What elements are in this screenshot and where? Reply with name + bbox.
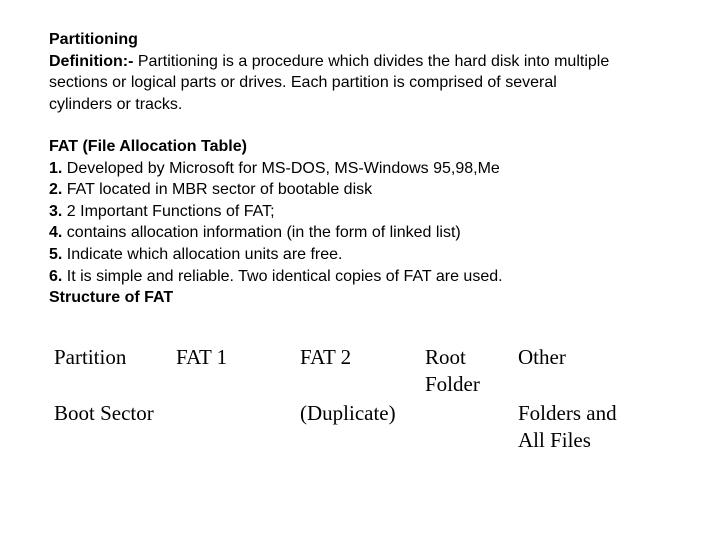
fat-item-4 <box>49 222 699 244</box>
fat-item-number: 4. <box>49 224 63 242</box>
structure-fat2-label: FAT 2 <box>300 345 352 369</box>
definition-label: Definition:- <box>49 52 134 70</box>
fat-item-number: 6. <box>49 267 63 285</box>
fat-item-6 <box>49 266 699 288</box>
fat-item-2 <box>49 179 699 201</box>
fat-item-1 <box>49 158 699 180</box>
definition-line-1 <box>49 51 699 73</box>
fat-item-text: contains allocation information (in the form of linked list) <box>62 224 461 242</box>
structure-duplicate-label: (Duplicate) <box>300 401 396 425</box>
structure-boot-sector-label: Boot Sector <box>54 401 154 425</box>
fat-item-number: 1. <box>49 159 63 177</box>
definition-text-1: Partitioning is a procedure which divides the hard disk into multiple <box>133 52 610 70</box>
structure-heading: Structure of FAT <box>49 289 174 307</box>
fat-item-3 <box>49 201 699 223</box>
fat-item-text: Indicate which allocation units are free. <box>62 245 343 263</box>
structure-root-label: Root <box>425 345 466 369</box>
structure-other-label: Other <box>518 345 566 369</box>
definition-line-2: sections or logical parts or drives. Each partition is comprised of several <box>49 74 557 92</box>
partitioning-heading: Partitioning <box>49 31 138 48</box>
structure-all-files-label: All Files <box>518 428 591 452</box>
fat-item-number: 3. <box>49 202 63 220</box>
fat-item-text: FAT located in MBR sector of bootable disk <box>62 181 373 199</box>
fat-item-text: It is simple and reliable. Two identical copies of FAT are used. <box>62 267 503 285</box>
fat-item-text: Developed by Microsoft for MS-DOS, MS-Windows 95,98,Me <box>62 159 500 177</box>
fat-heading: FAT (File Allocation Table) <box>49 138 247 155</box>
structure-folders-and-label: Folders and <box>518 401 617 425</box>
partitioning-section <box>49 29 699 115</box>
fat-item-number: 5. <box>49 245 63 263</box>
structure-fat1-label: FAT 1 <box>176 345 228 369</box>
fat-item-number: 2. <box>49 181 63 199</box>
fat-section <box>49 136 699 309</box>
fat-item-text: 2 Important Functions of FAT; <box>62 202 275 220</box>
structure-partition-label: Partition <box>54 345 127 369</box>
fat-item-5 <box>49 244 699 266</box>
structure-folder-label: Folder <box>425 372 480 396</box>
definition-line-3: cylinders or tracks. <box>49 95 183 113</box>
